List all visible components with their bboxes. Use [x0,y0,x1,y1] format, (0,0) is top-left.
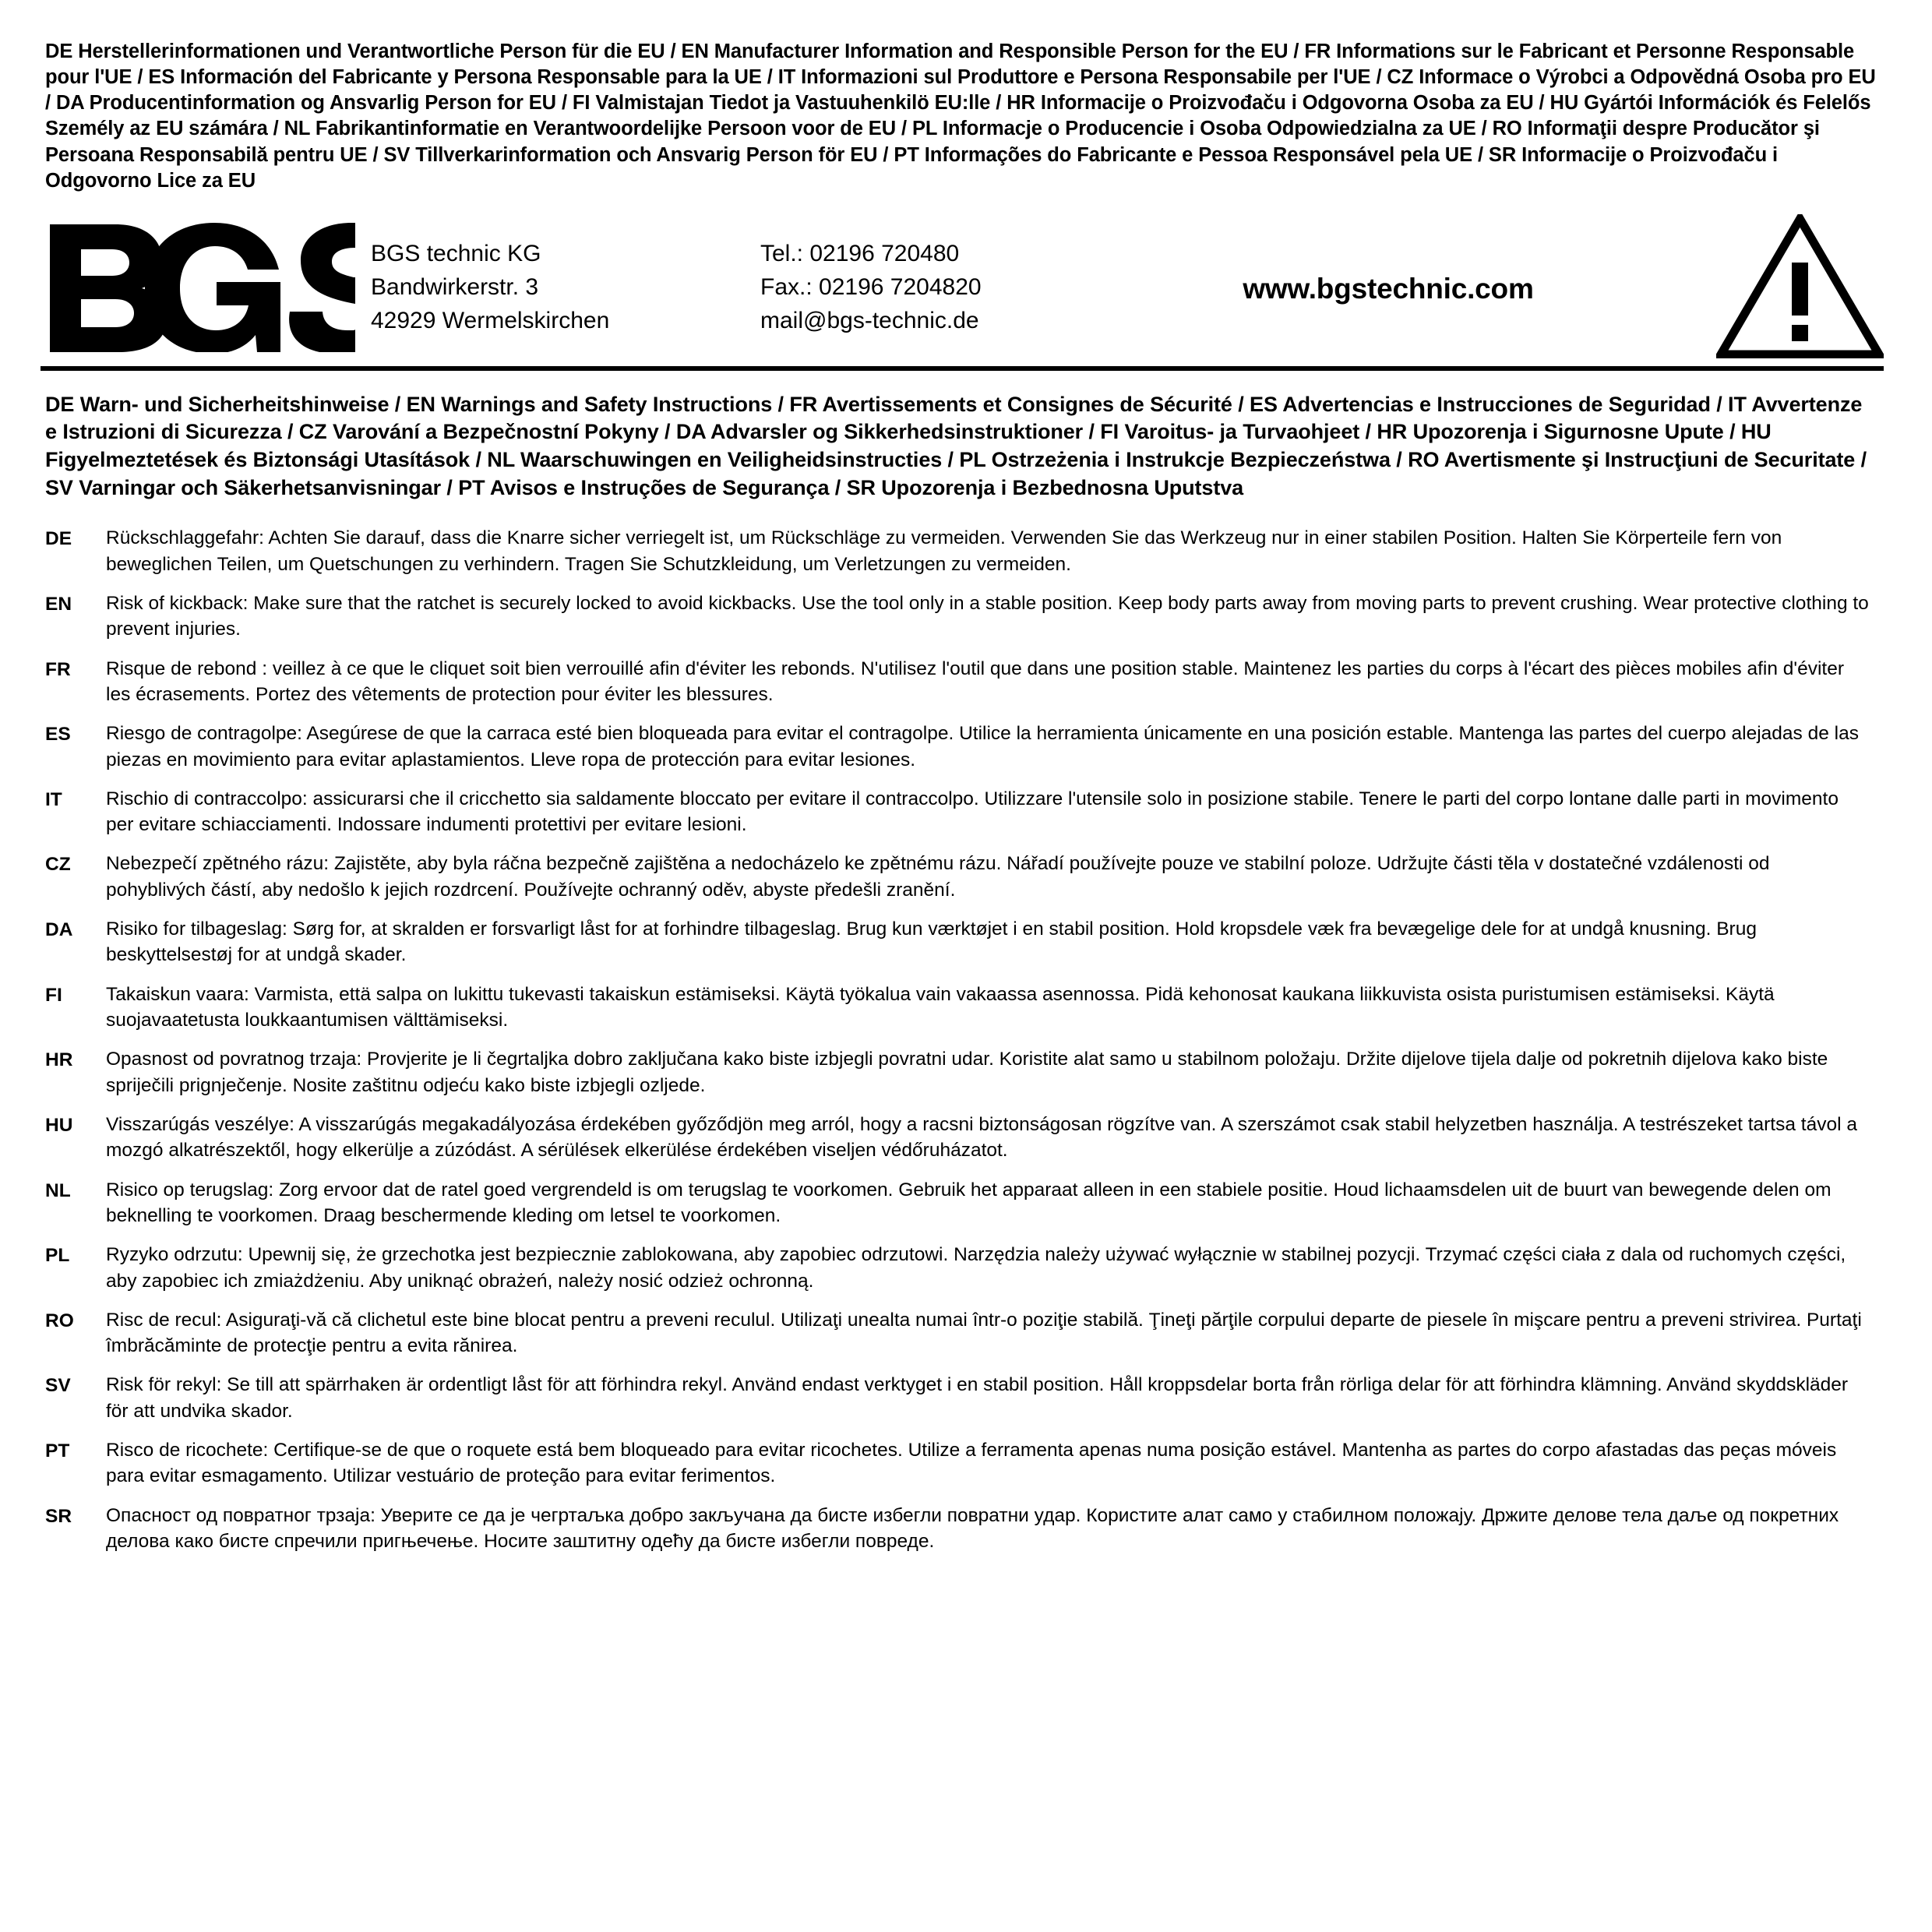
list-item [45,525,1879,577]
list-item [45,1242,1879,1294]
list-item [45,1046,1879,1098]
language-text: Risk of kickback: Make sure that the ratchet is securely locked to avoid kickbacks. Use the tool only in a stable position. Keep body parts away from moving parts to prevent crushing. Wear protective clothing to prevent injuries. [106,592,1869,640]
company-tel: Tel.: 02196 720480 [760,241,960,267]
language-text: Risk för rekyl: Se till att spärrhaken är ordentligt låst för att förhindra rekyl. Använd endast verktyget i en stabil position. Håll kroppsdelar borta från rörliga delar för att förhindra klämning. Använd skyddskläder för att undvika skador. [106,1374,1849,1422]
language-code: IT [45,788,62,810]
language-text: Risco de ricochete: Certifique-se de que o roquete está bem bloqueado para evitar ricochetes. Utilize a ferramenta apenas numa posição estável. Mantenha as partes do corpo afastadas das peças móveis para evitar esmagamento. Utilizar vestuário de proteção para evitar ferimentos. [106,1440,1837,1487]
language-text: Visszarúgás veszélye: A visszarúgás megakadályozása érdekében győződjön meg arról, hogy a racsni biztonságosan rögzítve van. A szerszámot csak stabil helyzetben használja. A testrészeket tartsa távol a mozgó alkatrészektől, hogy elkerülje a zúzódást. A sérülések elkerülése érdekében viseljen védőruházatot. [106,1113,1857,1162]
language-text: Nebezpečí zpětného rázu: Zajistěte, aby byla ráčna bezpečně zajištěna a nedocházelo ke zpětnému rázu. Nářadí používejte pouze ve stabilní poloze. Udržujte části těla v dostatečné vzdálenosti od pohyblivých částí, aby nedošlo k jejich rozdrcení. Používejte ochranný oděv, abyste předešli zranění. [106,853,1770,901]
language-code: DA [45,919,73,941]
list-item [45,1307,1879,1359]
language-code: ES [45,724,71,746]
language-text: Rückschlaggefahr: Achten Sie darauf, dass die Knarre sicher verriegelt ist, um Rückschläge zu vermeiden. Verwenden Sie das Werkzeug nur in einer stabilen Position. Halten Sie Körperteile fern von beweglichen Teilen, um Quetschungen zu verhindern. Tragen Sie Schutzkleidung, um Verletzungen zu vermeiden. [106,527,1782,575]
language-text: Takaiskun vaara: Varmista, että salpa on lukittu tukevasti takaiskun estämiseksi. Käytä työkalua vain vakaassa asennossa. Pidä kehonosat kaukana liikkuvista osista puristumisen estämiseksi. Käytä suojavaatetusta loukkaantumisen välttämiseksi. [106,983,1775,1031]
language-code: DE [45,528,72,550]
list-item [45,1503,1879,1555]
bgs-logo-icon [44,220,355,352]
language-text: Rischio di contraccolpo: assicurarsi che il cricchetto sia saldamente bloccato per evitare il contraccolpo. Utilizzare l'utensile solo in posizione stabile. Tenere le parti del corpo lontane dalle parti in movimento per evitare schiacciamenti. Indossare indumenti protettivi per evitare lesioni. [106,788,1839,836]
language-instructions-list [41,525,1884,1554]
company-website[interactable]: www.bgstechnic.com [1243,273,1534,305]
language-code: SV [45,1375,71,1397]
list-item [45,851,1879,903]
list-item [45,1177,1879,1229]
list-item [45,1112,1879,1164]
manufacturer-info-heading: DE Herstellerinformationen und Verantwortliche Person für die EU / EN Manufacturer Information and Responsible Person for the EU / FR Informations sur le Fabricant et Personne Responsable pour l'UE / ES Información del Fabricante y Persona Responsable para la UE / IT Informazioni sul Produttore e Persona Responsabile per l'UE / CZ Informace o Výrobci a Odpovědná Osoba pro EU / DA Producentinformation og Ansvarlig Person for EU / FI Valmistajan Tiedot ja Vastuuhenkilö EU:lle / HR Informacije o Proizvođaču i Odgovorna Osoba za EU / HU Gyártói Információk és Felelős Személy az EU számára / NL Fabrikantinformatie en Verantwoordelijke Persoon voor de EU / PL Informacje o Producencie i Osoba Odpowiedzialna za UE / RO Informaţii despre Producător şi Persoana Responsabilă pentru UE / SV Tillverkarinformation och Ansvarig Person för EU / PT Informações do Fabricante e Pessoa Responsável pela UE / SR Informacije o Proizvođaču i Odgovorno Lice za EU [45,41,1876,192]
language-code: CZ [45,854,71,876]
company-email[interactable]: mail@bgs-technic.de [760,307,979,333]
list-item [45,786,1879,838]
company-name: BGS technic KG [371,241,541,267]
list-item [45,591,1879,643]
language-code: FI [45,984,62,1006]
bgs-logo [41,220,371,352]
warning-triangle-icon [1716,214,1884,358]
language-code: PT [45,1440,70,1462]
company-header-band [41,208,1884,371]
language-code: FR [45,658,71,680]
language-text: Risc de recul: Asiguraţi-vă că clichetul este bine blocat pentru a preveni reculul. Utilizaţi unealta numai într-o poziţie stabilă. Ţineţi părţile corpului departe de piesele în mişcare pentru a preveni strivirea. Purtaţi îmbrăcăminte de protecţie pentru a evita rănirea. [106,1309,1862,1357]
company-address [371,234,760,337]
list-item [45,656,1879,708]
list-item [45,1437,1879,1490]
language-text: Risico op terugslag: Zorg ervoor dat de ratel goed vergrendeld is om terugslag te voorkomen. Gebruik het apparaat alleen in een stabiele positie. Houd lichaamsdelen uit de buurt van bewegende delen om beknelling te voorkomen. Draag beschermende kleding om letsel te voorkomen. [106,1179,1832,1226]
language-code: PL [45,1245,70,1267]
list-item [45,1372,1879,1424]
company-street: Bandwirkerstr. 3 [371,274,539,301]
language-code: HU [45,1114,73,1136]
language-code: HR [45,1049,73,1071]
language-text: Risiko for tilbageslag: Sørg for, at skralden er forsvarligt låst for at forhindre tilbageslag. Brug kun værktøjet i en stabil position. Hold kropsdele væk fra bevægelige dele for at undgå knusning. Brug beskyttelsestøj for at undgå skader. [106,918,1757,966]
company-fax: Fax.: 02196 7204820 [760,274,982,301]
language-text: Opasnost od povratnog trzaja: Provjerite je li čegrtaljka dobro zaključana kako biste izbjegli povratni udar. Koristite alat samo u stabilnom položaju. Držite dijelove tijela dalje od pokretnih dijelova kako biste spriječili prignječenje. Nosite zaštitnu odjeću kako biste izbjegli ozljede. [106,1049,1828,1096]
language-text: Опасност од повратног трзаја: Уверите се да је чегртаљка добро закључана да бисте избегли повратни удар. Користите алат само у стабилном положају. Држите делове тела даље од покретних делова како бисте спречили пригњечење. Носите заштитну одећу да бисте избегли повреде. [106,1504,1839,1553]
warning-triangle [1689,214,1884,358]
warnings-safety-heading: DE Warn- und Sicherheitshinweise / EN Warnings and Safety Instructions / FR Avertissements et Consignes de Sécurité / ES Advertencias e Instrucciones de Seguridad / IT Avvertenze e Istruzioni di Sicurezza / CZ Varování a Bezpečnostní Pokyny / DA Advarsler og Sikkerhedsinstruktioner / FI Varoitus- ja Turvaohjeet / HR Upozorenja i Sigurnosne Upute / HU Figyelmeztetések és Biztonsági Utasítások / NL Waarschuwingen en Veiligheidsinstructies / PL Ostrzeżenia i Instrukcje Bezpieczeństwa / RO Avertismente şi Instrucţiuni de Securitate / SV Varningar och Säkerhetsanvisningar / PT Avisos e Instruções de Segurança / SR Upozorenja i Bezbednosna Uputstva [45,392,1867,499]
list-item [45,916,1879,968]
language-text: Risque de rebond : veillez à ce que le cliquet soit bien verrouillé afin d'éviter les rebonds. N'utilisez l'outil que dans une position stable. Maintenez les parties du corps à l'écart des pièces mobiles afin d'éviter les écrasements. Portez des vêtements de protection pour éviter les blessures. [106,658,1844,705]
list-item [45,982,1879,1034]
language-text: Riesgo de contragolpe: Asegúrese de que la carraca esté bien bloqueada para evitar el contragolpe. Utilice la herramienta únicamente en una posición estable. Mantenga las partes del cuerpo alejadas de las piezas en movimiento para evitar aplastamientos. Lleve ropa de protección para evitar lesiones. [106,723,1859,770]
company-city: 42929 Wermelskirchen [371,307,610,333]
language-text: Ryzyko odrzutu: Upewnij się, że grzechotka jest bezpiecznie zablokowana, aby zapobiec odrzutowi. Narzędzia należy używać wyłącznie w stabilnej pozycji. Trzymać części ciała z dala od ruchomych części, aby zapobiec ich zmiażdżeniu. Aby uniknąć obrażeń, należy nosić odzież ochronną. [106,1244,1846,1292]
language-code: SR [45,1505,72,1527]
language-code: NL [45,1179,71,1201]
language-code: EN [45,593,72,615]
company-contact [760,234,1088,337]
list-item [45,721,1879,773]
language-code: RO [45,1310,74,1331]
